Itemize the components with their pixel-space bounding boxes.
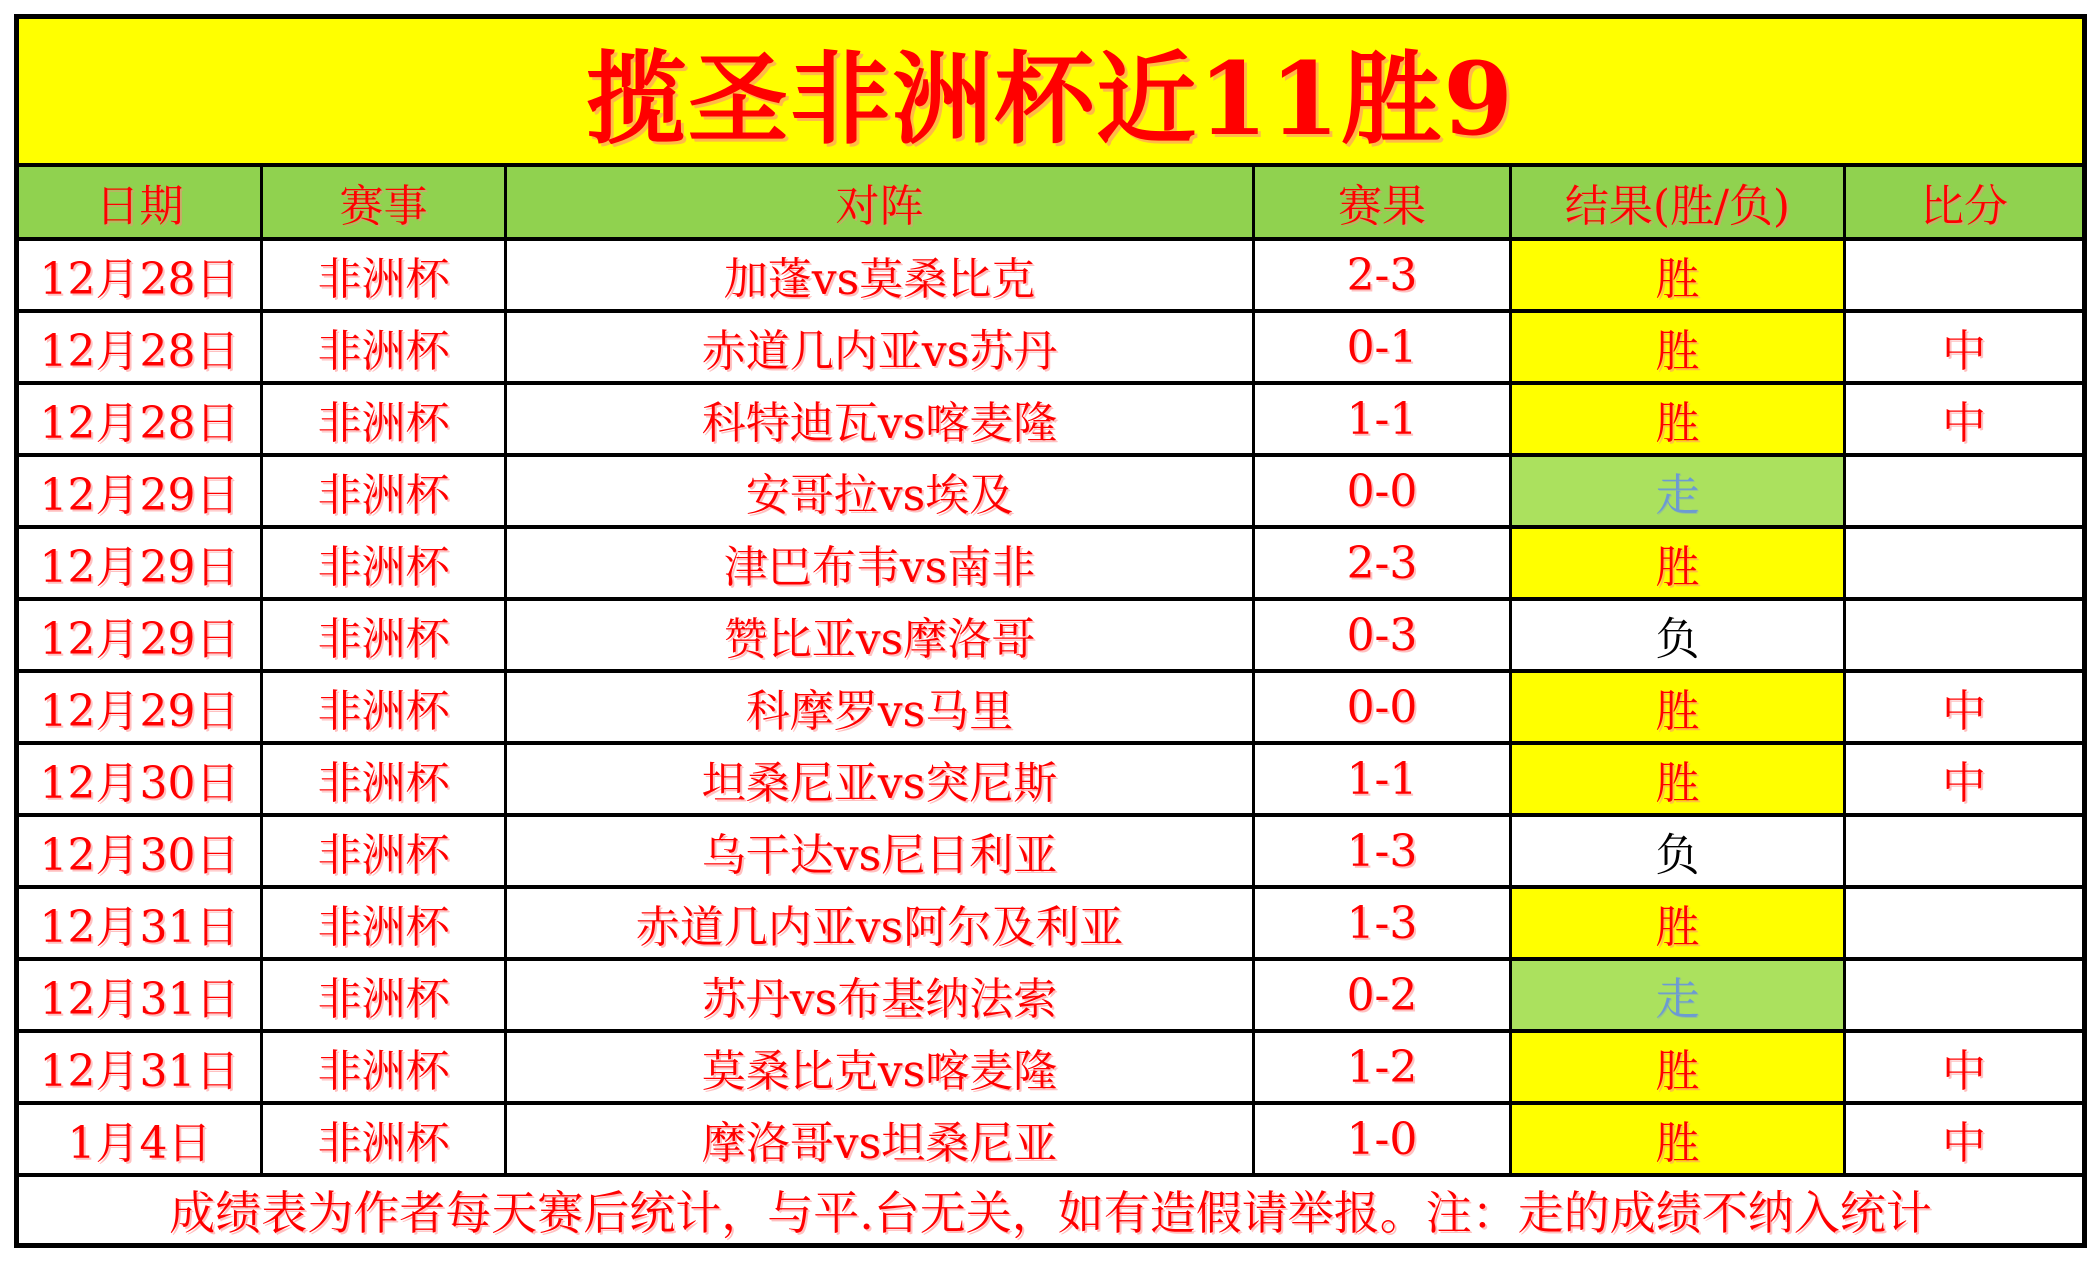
competition-cell: 非洲杯 <box>262 455 506 527</box>
score-cell: 0-2 <box>1254 959 1511 1031</box>
result-cell: 胜 <box>1511 239 1845 311</box>
match-cell: 赤道几内亚vs阿尔及利亚 <box>506 887 1254 959</box>
table-row <box>17 383 2085 455</box>
table-row <box>17 311 2085 383</box>
hit-cell: 中 <box>1845 743 2085 815</box>
score-cell: 2-3 <box>1254 239 1511 311</box>
table-row <box>17 455 2085 527</box>
column-header-result: 结果(胜/负) <box>1511 165 1845 239</box>
competition-cell: 非洲杯 <box>262 743 506 815</box>
column-header-hit: 比分 <box>1845 165 2085 239</box>
table-row <box>17 959 2085 1031</box>
match-cell: 赞比亚vs摩洛哥 <box>506 599 1254 671</box>
table-row <box>17 599 2085 671</box>
match-cell: 莫桑比克vs喀麦隆 <box>506 1031 1254 1103</box>
match-cell: 摩洛哥vs坦桑尼亚 <box>506 1103 1254 1175</box>
results-body <box>17 239 2085 1175</box>
result-cell: 走 <box>1511 455 1845 527</box>
hit-cell <box>1845 599 2085 671</box>
result-cell: 胜 <box>1511 383 1845 455</box>
results-table <box>14 14 2087 1248</box>
result-cell: 胜 <box>1511 1103 1845 1175</box>
score-cell: 0-3 <box>1254 599 1511 671</box>
score-cell: 1-1 <box>1254 383 1511 455</box>
column-header-score: 赛果 <box>1254 165 1511 239</box>
title-row <box>17 17 2085 166</box>
table-row <box>17 1103 2085 1175</box>
hit-cell <box>1845 815 2085 887</box>
match-cell: 坦桑尼亚vs突尼斯 <box>506 743 1254 815</box>
score-cell: 1-3 <box>1254 815 1511 887</box>
score-cell: 1-3 <box>1254 887 1511 959</box>
date-cell: 12月31日 <box>17 1031 262 1103</box>
footer-row <box>17 1175 2085 1246</box>
column-header-date: 日期 <box>17 165 262 239</box>
result-cell: 走 <box>1511 959 1845 1031</box>
match-cell: 安哥拉vs埃及 <box>506 455 1254 527</box>
table-row <box>17 815 2085 887</box>
competition-cell: 非洲杯 <box>262 671 506 743</box>
match-cell: 津巴布韦vs南非 <box>506 527 1254 599</box>
result-cell: 负 <box>1511 599 1845 671</box>
date-cell: 12月31日 <box>17 959 262 1031</box>
hit-cell <box>1845 887 2085 959</box>
hit-cell <box>1845 527 2085 599</box>
date-cell: 12月30日 <box>17 815 262 887</box>
date-cell: 12月29日 <box>17 671 262 743</box>
result-cell: 负 <box>1511 815 1845 887</box>
footer-note: 成绩表为作者每天赛后统计，与平.台无关，如有造假请举报。注：走的成绩不纳入统计 <box>17 1175 2085 1246</box>
table-row <box>17 887 2085 959</box>
competition-cell: 非洲杯 <box>262 959 506 1031</box>
match-cell: 乌干达vs尼日利亚 <box>506 815 1254 887</box>
date-cell: 12月30日 <box>17 743 262 815</box>
hit-cell: 中 <box>1845 671 2085 743</box>
score-cell: 1-0 <box>1254 1103 1511 1175</box>
competition-cell: 非洲杯 <box>262 1031 506 1103</box>
competition-cell: 非洲杯 <box>262 527 506 599</box>
competition-cell: 非洲杯 <box>262 311 506 383</box>
table-row <box>17 1031 2085 1103</box>
competition-cell: 非洲杯 <box>262 383 506 455</box>
date-cell: 12月28日 <box>17 383 262 455</box>
hit-cell: 中 <box>1845 1103 2085 1175</box>
competition-cell: 非洲杯 <box>262 887 506 959</box>
page-title: 揽圣非洲杯近11胜9 <box>17 17 2085 166</box>
competition-cell: 非洲杯 <box>262 1103 506 1175</box>
header-row <box>17 165 2085 239</box>
date-cell: 12月29日 <box>17 599 262 671</box>
table-row <box>17 671 2085 743</box>
result-cell: 胜 <box>1511 743 1845 815</box>
result-cell: 胜 <box>1511 671 1845 743</box>
hit-cell <box>1845 455 2085 527</box>
result-cell: 胜 <box>1511 311 1845 383</box>
date-cell: 12月28日 <box>17 311 262 383</box>
date-cell: 12月29日 <box>17 455 262 527</box>
score-cell: 0-0 <box>1254 455 1511 527</box>
hit-cell: 中 <box>1845 383 2085 455</box>
score-cell: 1-1 <box>1254 743 1511 815</box>
date-cell: 12月31日 <box>17 887 262 959</box>
date-cell: 1月4日 <box>17 1103 262 1175</box>
match-cell: 科摩罗vs马里 <box>506 671 1254 743</box>
hit-cell: 中 <box>1845 311 2085 383</box>
hit-cell <box>1845 959 2085 1031</box>
score-cell: 2-3 <box>1254 527 1511 599</box>
table-row <box>17 239 2085 311</box>
score-cell: 1-2 <box>1254 1031 1511 1103</box>
score-cell: 0-0 <box>1254 671 1511 743</box>
table-row <box>17 743 2085 815</box>
result-cell: 胜 <box>1511 1031 1845 1103</box>
match-cell: 加蓬vs莫桑比克 <box>506 239 1254 311</box>
match-cell: 苏丹vs布基纳法索 <box>506 959 1254 1031</box>
date-cell: 12月29日 <box>17 527 262 599</box>
competition-cell: 非洲杯 <box>262 815 506 887</box>
competition-cell: 非洲杯 <box>262 239 506 311</box>
result-cell: 胜 <box>1511 887 1845 959</box>
column-header-competition: 赛事 <box>262 165 506 239</box>
hit-cell: 中 <box>1845 1031 2085 1103</box>
match-cell: 科特迪瓦vs喀麦隆 <box>506 383 1254 455</box>
competition-cell: 非洲杯 <box>262 599 506 671</box>
column-header-match: 对阵 <box>506 165 1254 239</box>
result-cell: 胜 <box>1511 527 1845 599</box>
hit-cell <box>1845 239 2085 311</box>
table-row <box>17 527 2085 599</box>
match-cell: 赤道几内亚vs苏丹 <box>506 311 1254 383</box>
date-cell: 12月28日 <box>17 239 262 311</box>
score-cell: 0-1 <box>1254 311 1511 383</box>
